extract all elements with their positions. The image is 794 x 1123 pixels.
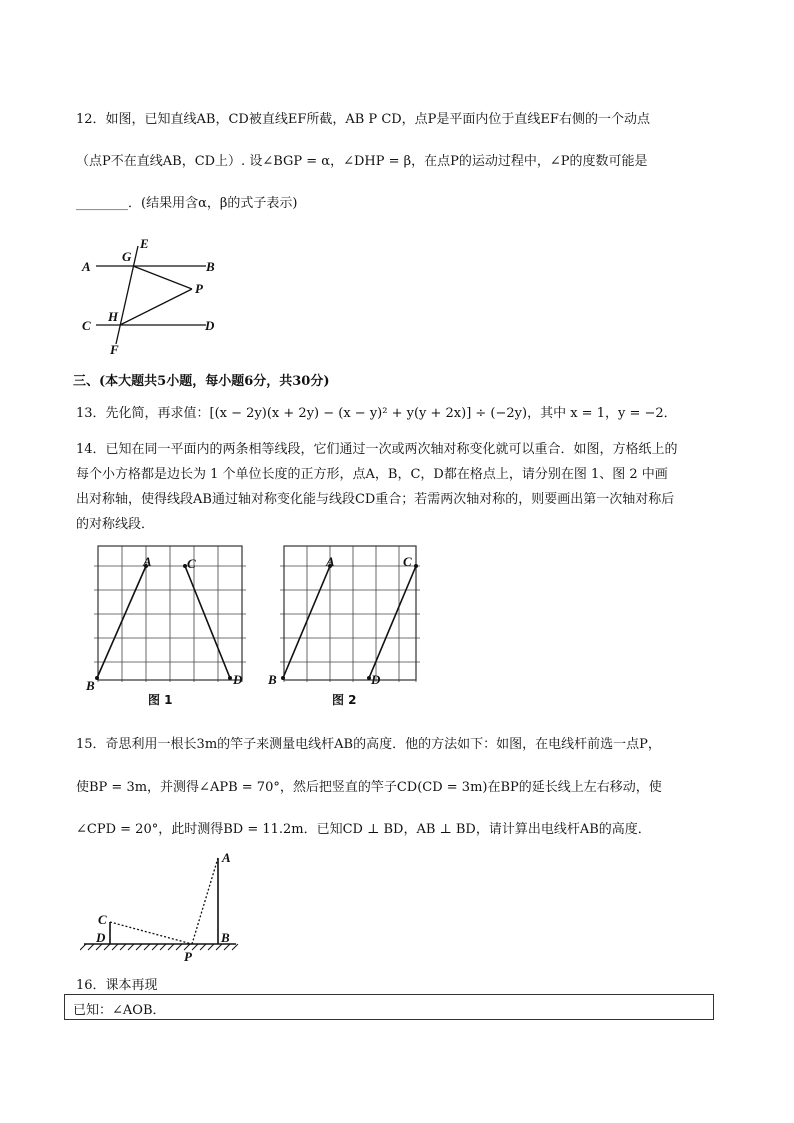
q16-given-text: 已知：∠AOB． bbox=[73, 1003, 166, 1018]
q12-line-2: （点P不在直线AB，CD上）. 设∠BGP = α，∠DHP = β，在点P的运动过程中，∠P的度数可能是 bbox=[76, 154, 648, 169]
segment-ab bbox=[283, 566, 330, 678]
figure-2-caption: 图 2 bbox=[332, 693, 357, 707]
label-h: H bbox=[108, 309, 119, 324]
q16-given-box bbox=[64, 994, 714, 1020]
dotted-ap bbox=[192, 858, 218, 944]
segment-cd bbox=[185, 566, 230, 678]
segment-gp bbox=[133, 266, 192, 289]
label-a: A bbox=[143, 554, 152, 569]
label-b: B bbox=[86, 678, 95, 693]
q15-line-1: 15．奇思利用一根长3m的竿子来测量电线杆AB的高度．他的方法如下：如图，在电线杆前选一点P， bbox=[76, 737, 661, 752]
label-b: B bbox=[206, 259, 215, 274]
label-b: B bbox=[268, 672, 277, 687]
label-d: D bbox=[96, 930, 106, 945]
q12-figure bbox=[76, 232, 246, 358]
q15-figure bbox=[80, 846, 250, 972]
q16-title: 16．课本再现 bbox=[76, 978, 158, 993]
dotted-cp bbox=[110, 922, 192, 944]
q12-line-1: 12．如图，已知直线AB，CD被直线EF所截，AB P CD，点P是平面内位于直线EF右侧的一个动点 bbox=[76, 112, 650, 127]
q14-figure-1 bbox=[84, 542, 256, 712]
label-c: C bbox=[82, 318, 91, 333]
label-a: A bbox=[82, 259, 91, 274]
q15-line-3: ∠CPD = 20°，此时测得BD = 11.2m．已知CD ⊥ BD，AB ⊥ BD，请计算出电线杆AB的高度． bbox=[76, 822, 651, 837]
q14-line-2: 每个小方格都是边长为 1 个单位长度的正方形，点A，B，C，D都在格点上，请分别在图 1、图 2 中画 bbox=[76, 467, 668, 482]
q14-line-4: 的对称线段． bbox=[76, 517, 155, 532]
q12-line-3: ________．(结果用含α，β的式子表示) bbox=[76, 196, 298, 211]
q14-line-1: 14．已知在同一平面内的两条相等线段，它们通过一次或两次轴对称变化就可以重合．如图，方格纸上的 bbox=[76, 442, 678, 457]
label-e: E bbox=[140, 236, 149, 251]
q14-figure-2 bbox=[266, 542, 438, 712]
label-d: D bbox=[233, 672, 243, 687]
label-c: C bbox=[98, 912, 107, 927]
label-p: P bbox=[184, 949, 192, 964]
label-a: A bbox=[222, 850, 231, 865]
label-b: B bbox=[221, 930, 230, 945]
label-c: C bbox=[403, 554, 412, 569]
segment-hp bbox=[120, 289, 192, 325]
q15-line-2: 使BP = 3m，并测得∠APB = 70°，然后把竖直的竿子CD(CD = 3m)在BP的延长线上左右移动，使 bbox=[76, 780, 662, 795]
q13-text: 13．先化简，再求值：[(x − 2y)(x + 2y) − (x − y)² + y(y + 2x)] ÷ (−2y)，其中 x = 1，y = −2． bbox=[76, 406, 677, 421]
label-d: D bbox=[371, 672, 381, 687]
figure-1-caption: 图 1 bbox=[148, 693, 173, 707]
label-c: C bbox=[187, 556, 196, 571]
section-3-heading: 三、(本大题共5小题，每小题6分，共30分) bbox=[73, 374, 330, 389]
label-g: G bbox=[122, 249, 132, 264]
q14-line-3: 出对称轴，使得线段AB通过轴对称变化能与线段CD重合；若需两次轴对称的，则要画出第一次轴对称后 bbox=[76, 492, 675, 507]
label-d: D bbox=[205, 318, 215, 333]
label-p: P bbox=[195, 281, 203, 296]
segment-ab bbox=[97, 566, 146, 678]
label-f: F bbox=[110, 342, 119, 357]
label-a: A bbox=[326, 554, 335, 569]
